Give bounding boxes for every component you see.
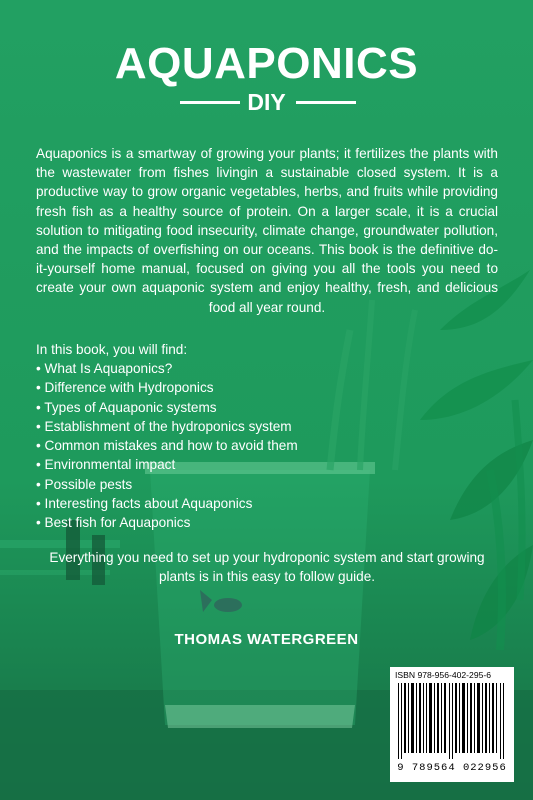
topic-item (36, 494, 298, 513)
topic-text: Establishment of the hydroponics system (44, 418, 292, 434)
bullet: • (36, 380, 41, 396)
topic-item (36, 475, 298, 494)
topic-text: Types of Aquaponic systems (44, 399, 217, 415)
isbn-barcode (390, 667, 514, 782)
bullet: • (36, 399, 41, 415)
topic-text: Possible pests (44, 476, 133, 492)
bullet: • (36, 496, 41, 512)
book-subtitle: DIY (247, 89, 286, 115)
topics-intro: In this book, you will find: (36, 342, 188, 357)
topic-text: Difference with Hydroponics (44, 380, 214, 396)
bullet: • (36, 418, 41, 434)
bullet: • (36, 361, 41, 376)
barcode-bars (396, 683, 508, 759)
book-title: AQUAPONICS (114, 39, 419, 88)
isbn-label: ISBN 978-956-402-295-6 (395, 670, 492, 680)
topic-text: Interesting facts about Aquaponics (44, 496, 253, 512)
topic-text: Environmental impact (44, 457, 176, 473)
subtitle-rule-right (296, 101, 356, 104)
topic-item (36, 455, 298, 474)
closing-text: Everything you need to set up your hydroponic system and start growing plants is in this easy to follow guide. (49, 550, 485, 585)
topic-text: What Is Aquaponics? (44, 361, 173, 376)
topic-text: Best fish for Aquaponics (44, 515, 191, 531)
topic-item (36, 359, 298, 378)
bullet: • (36, 438, 41, 454)
topic-item (36, 417, 298, 436)
topic-item (36, 398, 298, 417)
book-description: Aquaponics is a smartway of growing your plants; it fertilizes the plants with the wastewater from fishes livingin a sustainable closed system. It is a productive way to grow organic vegetables, herbs, and fruits while providing fresh fish as a healthy source of protein. On a larger scale, it is a crucial solution to mitigating food insecurity, climate change, groundwater pollution, and the impacts of overfishing on our oceans. This book is the definitive do-it-yourself home manual, focused on giving you all the tools you need to create your own aquaponic system and enjoy healthy, fresh, and delicious food all year round. (36, 146, 498, 315)
bullet: • (36, 515, 41, 531)
topics-list (36, 359, 298, 533)
topic-text: Common mistakes and how to avoid them (44, 438, 298, 454)
subtitle-row (0, 89, 533, 115)
author-name: THOMAS WATERGREEN (174, 631, 359, 648)
topic-item (36, 378, 298, 397)
bullet: • (36, 457, 41, 473)
barcode-digits: 9 789564 022956 (397, 762, 507, 774)
topic-item (36, 513, 298, 532)
bullet: • (36, 476, 41, 492)
topic-item (36, 436, 298, 455)
